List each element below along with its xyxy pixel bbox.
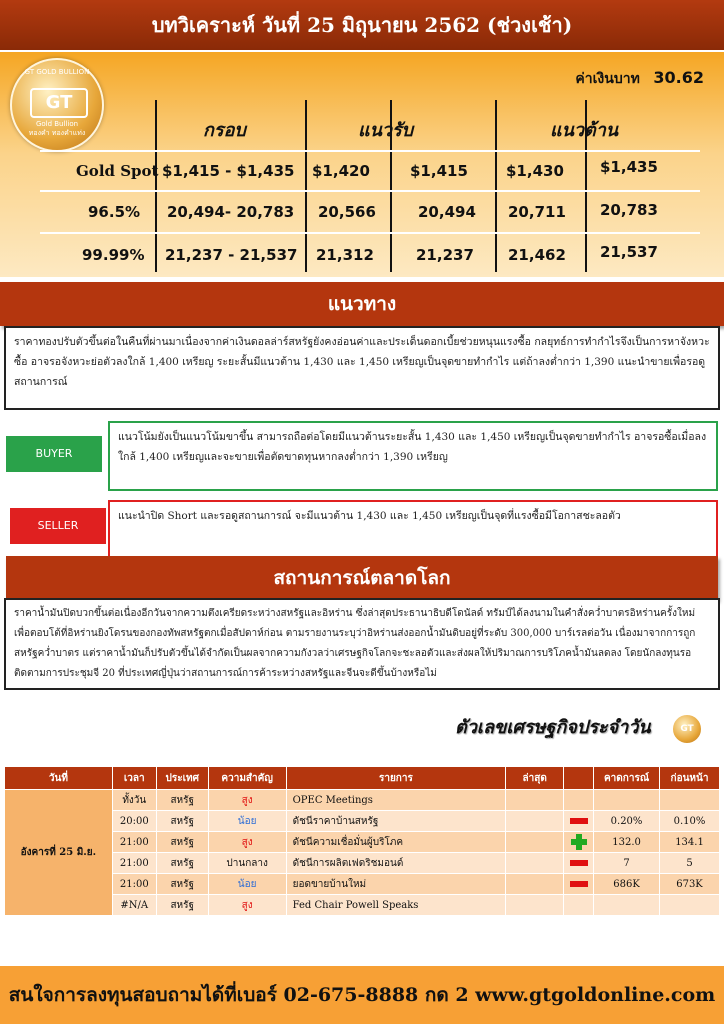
importance-cell: น้อย [208,811,286,832]
actual-cell [506,790,564,811]
world-section-title: สถานการณ์ตลาดโลก [6,556,718,600]
previous-cell [660,790,720,811]
forecast-cell: 686K [594,874,660,895]
time-cell: 21:00 [112,832,156,853]
seller-tag: SELLER [10,508,106,544]
country-cell: สหรัฐ [156,874,208,895]
time-cell: 20:00 [112,811,156,832]
time-cell: 21:00 [112,853,156,874]
event-cell: ดัชนีการผลิตเฟดริชมอนด์ [286,853,506,874]
time-cell: ทั้งวัน [112,790,156,811]
importance-cell: ปานกลาง [208,853,286,874]
trend-section-title: แนวทาง [0,282,724,326]
seller-text: แนะนำปิด Short และรอดูสถานการณ์ จะมีแนวต้าน 1,430 และ 1,450 เหรียญเป็นจุดที่แรงซื้อมีโอกาสชะลอตัว [108,500,718,560]
range-value: 21,237 - 21,537 [165,246,298,264]
actual-cell [506,832,564,853]
direction-cell [564,832,594,853]
row-name: 96.5% [88,203,141,221]
previous-cell: 673K [660,874,720,895]
support-1: 20,566 [318,203,376,221]
direction-cell [564,811,594,832]
direction-cell [564,874,594,895]
support-1: 21,312 [316,246,374,264]
exchange-rate-value: 30.62 [653,68,704,87]
table-row [5,895,720,916]
time-cell: #N/A [112,895,156,916]
support-2: 21,237 [416,246,474,264]
exchange-rate-label: ค่าเงินบาท [575,71,640,87]
row-name: 99.99% [82,246,145,264]
gt-gold-bullion-logo [10,58,104,152]
range-value: 20,494- 20,783 [167,203,295,221]
header-resistance: แนวต้าน [550,120,619,141]
econ-calendar-table [4,766,720,916]
previous-cell [660,895,720,916]
actual-cell [506,811,564,832]
country-cell: สหรัฐ [156,790,208,811]
col-event: รายการ [286,767,506,790]
importance-cell: น้อย [208,874,286,895]
event-cell: OPEC Meetings [286,790,506,811]
direction-cell [564,790,594,811]
logo-ring-text: GT GOLD BULLION [24,68,90,76]
world-text: ราคาน้ำมันปิดบวกขึ้นต่อเนื่องอีกวันจากความตึงเครียดระหว่างสหรัฐและอิหร่าน ซึ่งล่าสุดประธานาธิบดีโดนัลด์ ทรัมป์ได้ลงนามในคำสั่งคว่ำบาตรอิหร่านครั้งใหม่เพื่อตอบโต้ที่อิหร่านยิงโดรนของกองทัพสหรัฐตกเมื่อสัปดาห์ก่อน ตามรายงานระบุว่าอิหร่านส่งออกน้ำมันดิบอยู่ที่ระดับ 300,000 บาร์เรลต่อวัน เนื่องมาจากการถูกสหรัฐคว่ำบาตร แต่ราคาน้ำมันก็ปรับตัวขึ้นได้จำกัดเป็นผลจากความกังวลว่าเศรษฐกิจโลกจะชะลอตัวและส่งผลให้ปริมาณการบริโภคน้ำมันลดลง โดยนักลงทุนรอติดตามการประชุมจี 20 ที่ประเทศญี่ปุ่นว่าสถานการณ์การค้าระหว่างสหรัฐและจีนจะดีขึ้นบ้างหรือไม่ [4,598,720,690]
col-importance: ความสำคัญ [208,767,286,790]
previous-cell: 134.1 [660,832,720,853]
buyer-tag: BUYER [6,436,102,472]
divider [305,100,307,272]
country-cell: สหรัฐ [156,895,208,916]
resistance-2: $1,435 [600,158,658,176]
forecast-cell [594,790,660,811]
trend-text: ราคาทองปรับตัวขึ้นต่อในคืนที่ผ่านมาเนื่องจากค่าเงินดอลล่าร์สหรัฐยังคงอ่อนค่าและประเด็นดอกเบี้ยช่วยหนุนแรงซื้อ กลยุทธ์การทำกำไรจึงเป็นการหาจังหวะซื้อ อาจรอจังหวะย่อตัวลงใกล้ 1,400 เหรียญ ระยะสั้นมีแนวต้าน 1,430 และ 1,450 เหรียญเป็นจุดขายทำกำไร แต่ถ้าลงต่ำกว่า 1,390 แนะนำขายเพื่อรอดูสถานการณ์ [4,326,720,410]
date-cell: อังคารที่ 25 มิ.ย. [5,790,113,916]
exchange-rate [575,68,704,90]
country-cell: สหรัฐ [156,832,208,853]
econ-calendar-title: ตัวเลขเศรษฐกิจประจำวัน [455,717,651,738]
resistance-2: 21,537 [600,243,658,261]
page-title: บทวิเคราะห์ วันที่ 25 มิถุนายน 2562 (ช่วงเช้า) [0,0,724,50]
forecast-cell: 0.20% [594,811,660,832]
col-country: ประเทศ [156,767,208,790]
minus-icon [570,881,588,887]
col-date: วันที่ [5,767,113,790]
logo-subtitle: Gold Bullion ทองคำ ทองคำแท่ง [28,120,86,137]
event-cell: ยอดขายบ้านใหม่ [286,874,506,895]
support-1: $1,420 [312,162,370,180]
table-row [5,853,720,874]
actual-cell [506,895,564,916]
row-divider [40,150,700,152]
plus-icon [571,834,587,850]
forecast-cell: 7 [594,853,660,874]
country-cell: สหรัฐ [156,853,208,874]
actual-cell [506,853,564,874]
importance-cell: สูง [208,895,286,916]
time-cell: 21:00 [112,874,156,895]
divider [495,100,497,272]
resistance-1: 20,711 [508,203,566,221]
event-cell: Fed Chair Powell Speaks [286,895,506,916]
importance-cell: สูง [208,790,286,811]
previous-cell: 0.10% [660,811,720,832]
col-forecast: คาดการณ์ [594,767,660,790]
header-support: แนวรับ [358,120,414,141]
table-row [5,874,720,895]
direction-cell [564,895,594,916]
resistance-1: 21,462 [508,246,566,264]
row-divider [40,232,700,234]
col-previous: ก่อนหน้า [660,767,720,790]
forecast-cell [594,895,660,916]
table-row [5,790,720,811]
country-cell: สหรัฐ [156,811,208,832]
col-actual: ล่าสุด [506,767,564,790]
range-value: $1,415 - $1,435 [162,162,295,180]
actual-cell [506,874,564,895]
col-direction [564,767,594,790]
gt-mini-logo: GT [672,714,702,744]
row-name: Gold Spot [76,162,159,180]
support-2: $1,415 [410,162,468,180]
table-row [5,832,720,853]
forecast-cell: 132.0 [594,832,660,853]
table-row [5,811,720,832]
direction-cell [564,853,594,874]
event-cell: ดัชนีราคาบ้านสหรัฐ [286,811,506,832]
logo-mark: GT [30,88,88,118]
divider [155,100,157,272]
row-divider [40,190,700,192]
support-2: 20,494 [418,203,476,221]
minus-icon [570,860,588,866]
previous-cell: 5 [660,853,720,874]
resistance-1: $1,430 [506,162,564,180]
event-cell: ดัชนีความเชื่อมั่นผู้บริโภค [286,832,506,853]
col-time: เวลา [112,767,156,790]
header-range: กรอบ [203,120,246,141]
minus-icon [570,818,588,824]
buyer-text: แนวโน้มยังเป็นแนวโน้มขาขึ้น สามารถถือต่อโดยมีแนวต้านระยะสั้น 1,430 และ 1,450 เหรียญเป็นจุดขายทำกำไร อาจรอซื้อเมื่อลงใกล้ 1,400 เหรียญและจะขายเพื่อตัดขาดทุนหากลงต่ำกว่า 1,390 เหรียญ [108,421,718,491]
contact-footer: สนใจการลงทุนสอบถามได้ที่เบอร์ 02-675-8888 กด 2 www.gtgoldonline.com [0,966,724,1024]
importance-cell: สูง [208,832,286,853]
resistance-2: 20,783 [600,201,658,219]
